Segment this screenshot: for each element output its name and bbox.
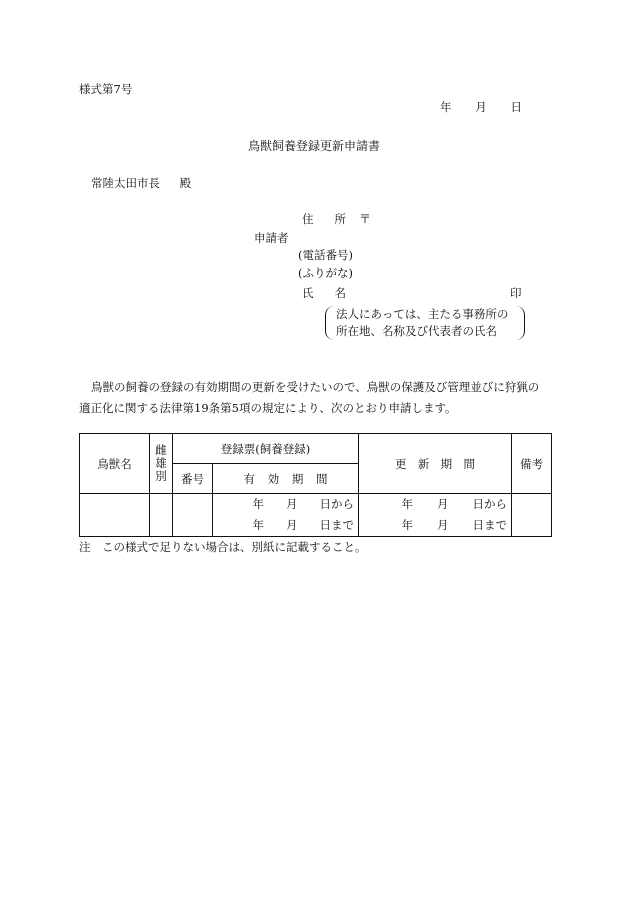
date-month-label: 月 — [475, 100, 487, 114]
form-number: 様式第7号 — [79, 82, 133, 96]
body-text — [79, 377, 559, 419]
cell-sex[interactable] — [150, 494, 173, 537]
name-label: 氏 名 — [302, 286, 346, 300]
corporate-note-line2: 所在地、名称及び代表者の氏名 — [336, 324, 497, 338]
addressee — [91, 178, 191, 190]
addressee-honorific: 殿 — [179, 176, 192, 190]
applicant-label: 申請者 — [254, 231, 289, 245]
cell-remarks[interactable] — [512, 494, 552, 537]
header-registration: 登録票(飼養登録) — [173, 434, 359, 464]
header-remarks: 備考 — [512, 434, 552, 494]
phone-label: (電話番号) — [298, 248, 353, 262]
footnote: 注 この様式で足りない場合は、別紙に記載すること。 — [79, 540, 367, 554]
body-text-line1: 鳥獣の飼養の登録の有効期間の更新を受けたいので、鳥獣の保護及び管理並びに狩猟の — [91, 380, 540, 394]
application-table — [79, 433, 552, 537]
header-number: 番号 — [173, 464, 213, 494]
cell-renewal[interactable]: 年 月 日から 年 月 日まで — [359, 494, 512, 537]
header-species: 鳥獣名 — [80, 434, 150, 494]
date-year-label: 年 — [440, 100, 452, 114]
body-text-line2: 適正化に関する法律第19条第5項の規定により、次のとおり申請します。 — [79, 401, 457, 415]
date-day-label: 日 — [510, 100, 522, 114]
cell-number[interactable] — [173, 494, 213, 537]
page-title: 鳥獣飼養登録更新申請書 — [248, 139, 381, 153]
corporate-note-line1: 法人にあっては、主たる事務所の — [336, 307, 509, 321]
date-line — [440, 102, 522, 114]
cell-species[interactable] — [80, 494, 150, 537]
corporate-note — [325, 306, 525, 340]
header-validity: 有 効 期 間 — [213, 464, 359, 494]
seal-mark: 印 — [510, 286, 522, 300]
table-row — [80, 494, 552, 537]
cell-validity[interactable]: 年 月 日から 年 月 日まで — [213, 494, 359, 537]
address-label: 住 所 — [302, 212, 346, 226]
addressee-name: 常陸太田市長 — [91, 176, 160, 190]
postal-mark: 〒 — [359, 212, 372, 226]
furigana-label: (ふりがな) — [298, 266, 353, 280]
header-renewal: 更 新 期 間 — [359, 434, 512, 494]
header-sex: 雌雄別 — [150, 434, 173, 494]
